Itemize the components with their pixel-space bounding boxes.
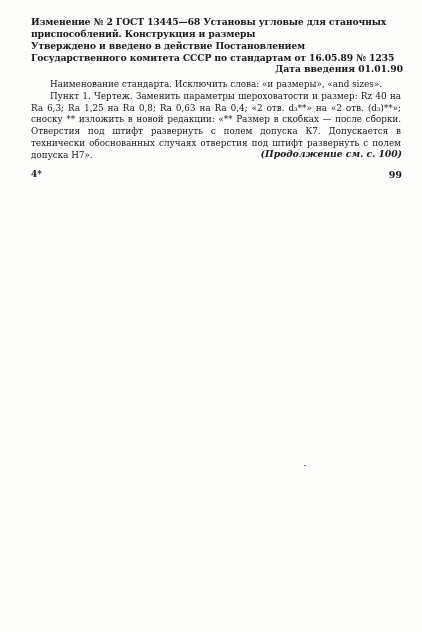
approval-statement: Утверждено и введено в действие Постановлением Государственного комитета СССР по стандартам от 16.05.89 № 1235 bbox=[31, 41, 395, 64]
continued-note: (Продолжение см. с. 100) bbox=[260, 149, 402, 160]
paragraph-standard-name: Наименование стандарта. Исключить слова: «и размеры», «and sizes». bbox=[50, 80, 383, 90]
effective-date bbox=[275, 64, 403, 75]
document-title: Изменение № 2 ГОСТ 13445—68 Установы угловые для станочных приспособлений. Конструкция и размеры bbox=[31, 17, 387, 40]
effective-date-label: Дата введения bbox=[275, 64, 356, 75]
scan-speck bbox=[304, 465, 306, 466]
page-number: 99 bbox=[388, 170, 402, 181]
printer-signature-mark: 4* bbox=[31, 170, 42, 180]
effective-date-value: 01.01.90 bbox=[358, 64, 403, 75]
paragraph-item-1: Пункт 1. Чертеж. Заменить параметры шероховатости и размер: Rz 40 на Ra 6,3; Ra 1,25 на Ra 0,8; Ra 0,63 на Ra 0,4; «2 отв. d₃**» на «2 отв. (d₃)**»; сноску ** изложить в новой редакции: «** Размер в скобках — после сборки. Отверстия под штифт развернуть с полем допуска К7. Допускается в технически обоснованных случаях отверстия под штифт развернуть с полем допуска Н7». bbox=[31, 91, 401, 161]
